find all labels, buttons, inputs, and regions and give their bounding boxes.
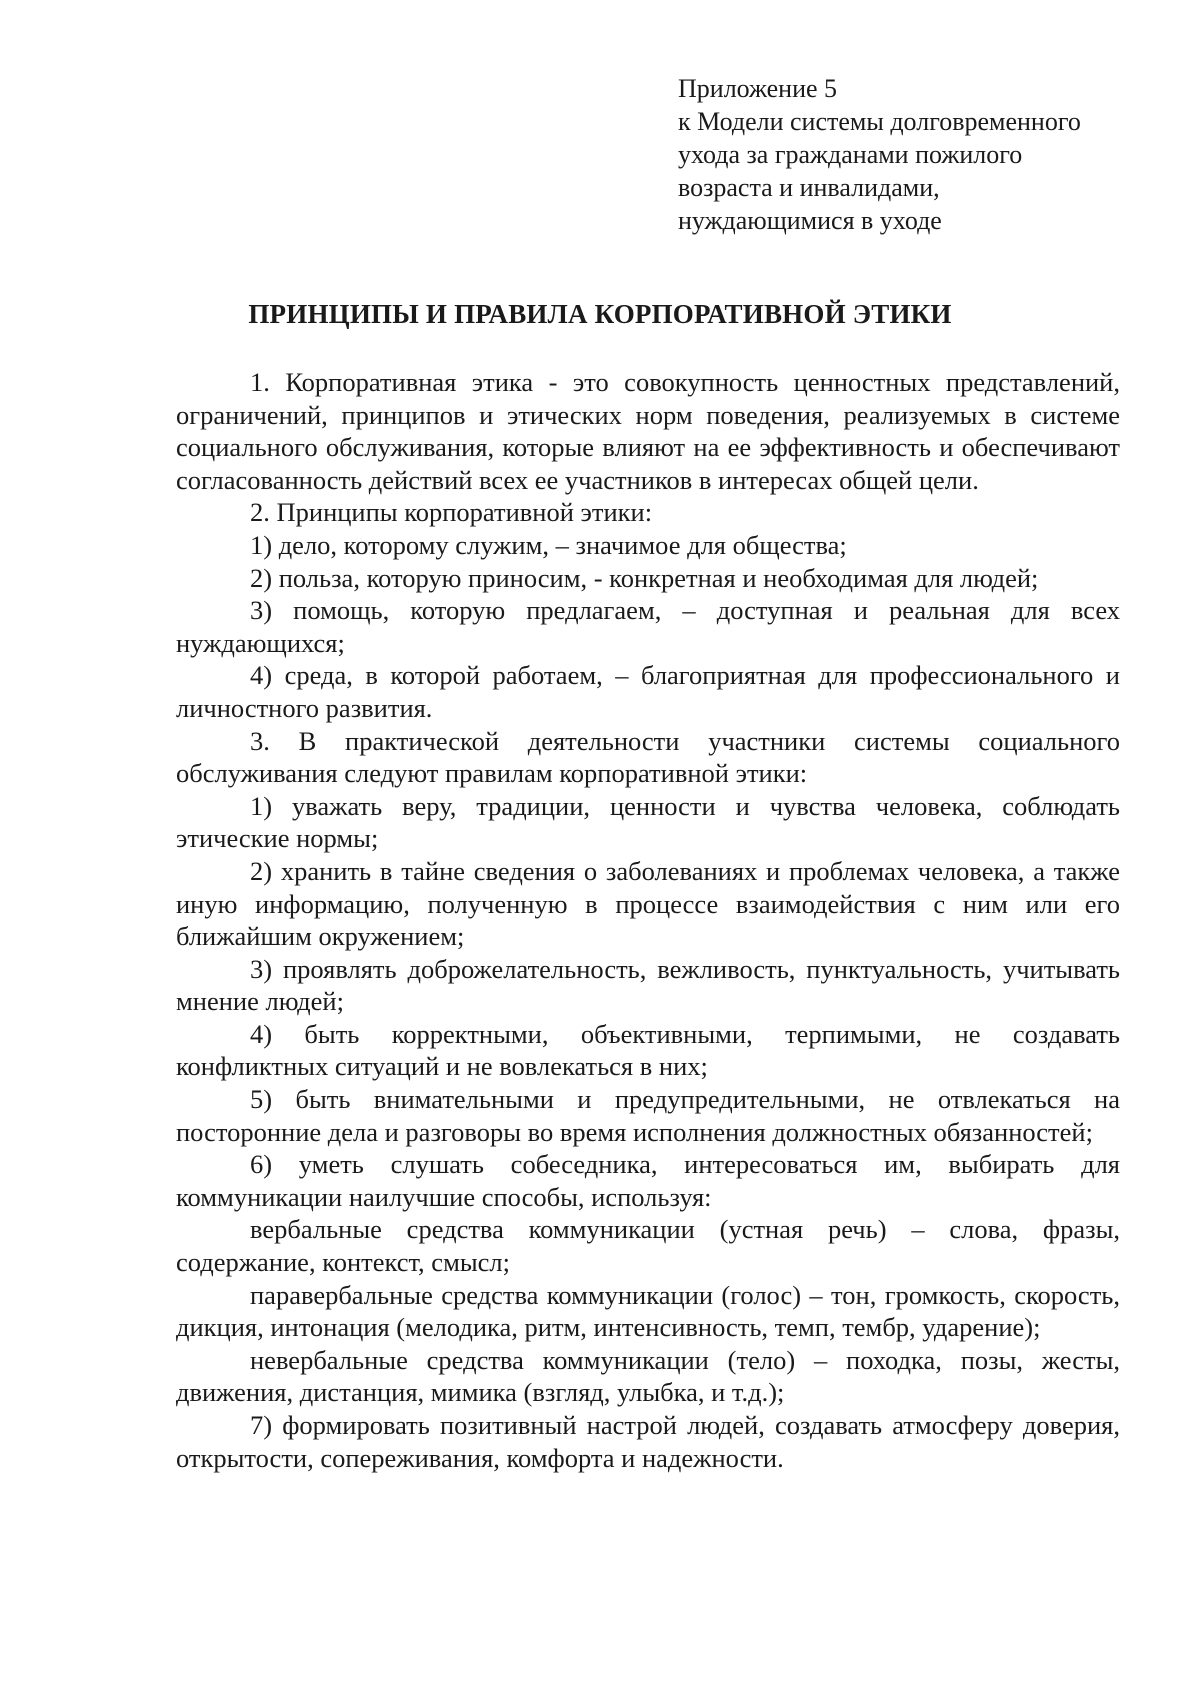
paragraph: 2) хранить в тайне сведения о заболеваниях и проблемах человека, а также иную информацию, полученную в процессе взаимодействия с ним или его ближайшим окружением; (176, 855, 1120, 952)
paragraph: 1) дело, которому служим, – значимое для общества; (250, 529, 847, 560)
paragraph: 5) быть внимательными и предупредительными, не отвлекаться на посторонние дела и разговоры во время исполнения должностных обязанностей; (176, 1084, 1120, 1147)
paragraph: 2. Принципы корпоративной этики: (250, 497, 653, 528)
paragraph: 1) уважать веру, традиции, ценности и чувства человека, соблюдать этические нормы; (176, 790, 1120, 854)
paragraph: 3) проявлять доброжелательность, вежливость, пунктуальность, учитывать мнение людей; (176, 953, 1120, 1017)
document-body (176, 366, 1120, 1474)
paragraph: 7) формировать позитивный настрой людей, создавать атмосферу доверия, открытости, сопереживания, комфорта и надежности. (176, 1410, 1120, 1473)
paragraph: 4) среда, в которой работаем, – благоприятная для профессионального и личностного развития. (176, 660, 1120, 723)
paragraph: 2) польза, которую приносим, - конкретная и необходимая для людей; (250, 562, 1039, 593)
appendix-line: возраста и инвалидами, (678, 173, 940, 202)
appendix-line: Приложение 5 (678, 74, 838, 103)
paragraph: 6) уметь слушать собеседника, интересоваться им, выбирать для коммуникации наилучшие способы, используя: (176, 1149, 1120, 1212)
appendix-line: к Модели системы долговременного (678, 107, 1081, 136)
paragraph: паравербальные средства коммуникации (голос) – тон, громкость, скорость, дикция, интонация (мелодика, ритм, интенсивность, темп, тембр, ударение); (176, 1279, 1120, 1343)
appendix-line: нуждающимися в уходе (678, 206, 942, 235)
paragraph: вербальные средства коммуникации (устная речь) – слова, фразы, содержание, контекст, смысл; (176, 1214, 1120, 1278)
appendix-line: ухода за гражданами пожилого (678, 140, 1023, 169)
paragraph: 1. Корпоративная этика - это совокупность ценностных представлений, ограничений, принципов и этических норм поведения, реализуемых в системе социального обслуживания, которые влияют на ее эффективность и обеспечивают согласованность действий всех ее участников в интересах общей цели. (176, 367, 1120, 495)
paragraph: 3) помощь, которую предлагаем, – доступная и реальная для всех нуждающихся; (176, 595, 1120, 658)
document-title: ПРИНЦИПЫ И ПРАВИЛА КОРПОРАТИВНОЙ ЭТИКИ (248, 299, 952, 329)
paragraph: 4) быть корректными, объективными, терпимыми, не создавать конфликтных ситуаций и не вовлекаться в них; (176, 1018, 1120, 1082)
appendix-note (678, 72, 1148, 237)
paragraph: невербальные средства коммуникации (тело) – походка, позы, жесты, движения, дистанция, мимика (взгляд, улыбка, и т.д.); (176, 1344, 1120, 1408)
paragraph: 3. В практической деятельности участники системы социального обслуживания следуют правилам корпоративной этики: (176, 725, 1120, 789)
